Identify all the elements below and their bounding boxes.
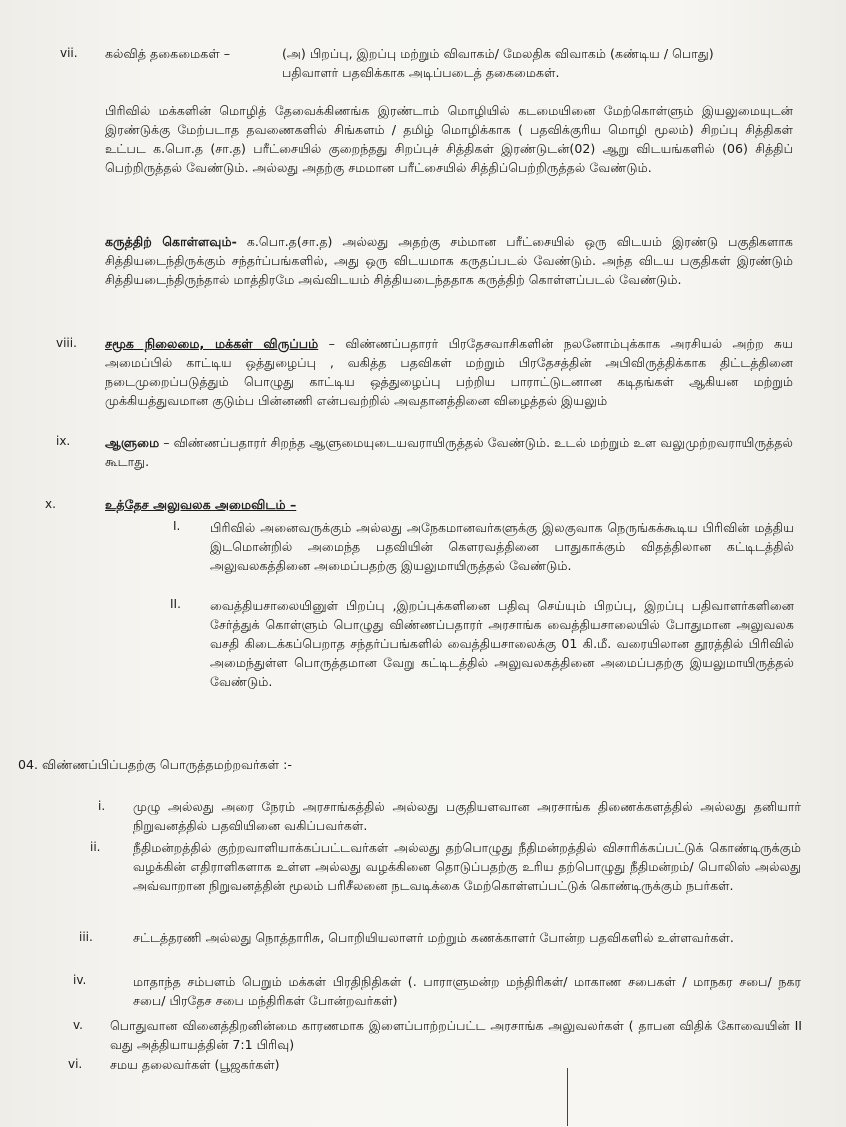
section-text: – விண்ணப்பதாரர் சிறந்த ஆளுமையுடையவராயிருத்தல் வேண்டும். உடல் மற்றும் உள வலுமுற்றவராயிருத்தல் கூடாது. [105, 435, 793, 469]
item-number: i. [98, 799, 106, 813]
list-item: சட்டத்தரணி அல்லது நொத்தாரிசு, பொறியியலாளர் மற்றும் கணக்காளர் போன்ற பதவிகளில் உள்ளவர்கள். [133, 930, 734, 945]
section-number: ix. [56, 434, 71, 448]
list-item: சமய தலைவர்கள் (பூஜகர்கள்) [110, 1057, 280, 1072]
list-item: பொதுவான வினைத்திறனின்மை காரணமாக இளைப்பாற்றப்பட்ட அரசாங்க அலுவலர்கள் ( தாபன விதிக் கோவையின் II வது அத்தியாயத்தின் 7:1 பிரிவு) [110, 1018, 802, 1052]
section-heading: ஆளுமை [105, 435, 160, 450]
note-paragraph [105, 232, 793, 289]
paragraph [105, 433, 793, 471]
section-heading: உத்தேச அலுவலக அமைவிடம் – [105, 497, 297, 512]
section-heading: கல்வித் தகைமைகள் – [105, 46, 230, 61]
item-number: vi. [68, 1057, 83, 1071]
section-heading: 04. விண்ணப்பிப்பதற்கு பொருத்தமற்றவர்கள் :- [18, 757, 292, 772]
qualification-title [282, 44, 792, 82]
list-item: நீதிமன்றத்தில் குற்றவாளியாக்கப்பட்டவர்கள் அல்லது தற்பொழுது நீதிமன்றத்தில் விசாரிக்கப்பட்டுக் கொண்டிருக்கும் வழக்கின் எதிராளிகளாக உள்ள அல்லது வழக்கினை தொடுப்பதற்கு உரிய தற்பொழுது நீதிமன்றம்/ பொலிஸ் அல்லது அவ்வாறான நிறுவனத்தின் மூலம் பரிசீலனை நடவடிக்கை மேற்கொள்ளப்பட்டுக் கொண்டிருக்கும் நபர்கள். [133, 840, 801, 893]
item-number: v. [73, 1018, 83, 1032]
item-number: ii. [90, 840, 101, 854]
list-item: முழு அல்லது அரை நேரம் அரசாங்கத்தில் அல்லது பகுதியளவான அரசாங்க திணைக்களத்தில் அல்லது தனியார் நிறுவனத்தில் பதவியினை வகிப்பவர்கள். [133, 799, 801, 833]
list-item: மாதாந்த சம்பளம் பெறும் மக்கள் பிரதிநிதிகள் (. பாராளுமன்ற மந்திரிகள்/ மாகாண சபைகள் / மாநகர சபை/ நகர சபை/ பிரதேச சபை மந்திரிகள் போன்றவர்கள்) [133, 974, 801, 1008]
paragraph [105, 334, 793, 410]
section-number: vii. [60, 46, 78, 60]
list-item: பிரிவில் அனைவருக்கும் அல்லது அநேகமானவர்களுக்கு இலகுவாக நெருங்கக்கூடிய பிரிவின் மத்திய இடமொன்றில் அமைந்த பதவியின் கௌரவத்தினை பாதுகாக்கும் விதத்திலான கட்டிடத்தில் அலுவலகத்தினை அமைப்பதற்கு இயலுமாயிருத்தல் வேண்டும். [210, 520, 794, 573]
list-item: வைத்தியசாலையினுள் பிறப்பு ,இறப்புக்களினை பதிவு செய்யும் பிறப்பு, இறப்பு பதிவாளர்களினை சேர்த்துக் கொள்ளும் பொழுது விண்ணப்பதாரர் அரசாங்க வைத்தியசாலையில் போதுமான அலுவலக வசதி கிடைக்கப்பெறாத சந்தர்ப்பங்களில் வைத்தியசாலைக்கு 01 கி.மீ. வரையிலான தூரத்தில் பிரிவில் அமைந்துள்ள பொருத்தமான வேறு கட்டிடத்தில் அலுவலகத்தினை அமைப்பதற்கு இயலுமாயிருத்தல் வேண்டும். [210, 598, 794, 689]
note-text: க.பொ.த(சா.த) அல்லது அதற்கு சம்மான பரீட்சையில் ஒரு விடயம் இரண்டு பகுதிகளாக சித்தியடைந்திருக்கும் சந்தர்ப்பங்களில், அது ஒரு விடயமாக கருதப்படல் வேண்டும். அந்த விடய பகுதிகள் இரண்டும் சித்தியடைந்திருந்தால் மாத்திரமே அவ்விடயம் சித்தியடைந்ததாக கருத்திற் கொள்ளப்படல் வேண்டும். [105, 234, 793, 287]
note-label: கருத்திற் கொள்ளவும்- [105, 234, 237, 249]
item-number: I. [173, 519, 181, 533]
item-number: iv. [73, 973, 87, 987]
qualification-line: பதிவாளர் பதவிக்காக அடிப்படைத் தகைமைகள். [282, 65, 560, 80]
section-text: – விண்ணப்பதாரர் பிரதேசவாசிகளின் நலனோம்புக்காக அரசியல் அற்ற சுய அமைப்பில் காட்டிய ஒத்துழைப்பு , வகித்த பதவிகள் மற்றும் பிரதேசத்தின் அபிவிருத்திக்காக திட்டத்தினை நடைமுறைப்படுத்தும் பொழுது காட்டிய ஒத்துழைப்பு பற்றிய பாராட்டுடனான கடிதங்கள் ஆகியன மற்றும் முக்கியத்துவமான குடும்ப பின்னணி என்பவற்றில் அவதானத்தினை விழைத்தல் இயலும் [105, 336, 794, 408]
qualification-line: (அ) பிறப்பு, இறப்பு மற்றும் விவாகம்/ மேலதிக விவாகம் (கண்டிய / பொது) [282, 46, 714, 61]
paragraph: பிரிவில் மக்களின் மொழித் தேவைக்கிணங்க இரண்டாம் மொழியில் கடமையினை மேற்கொள்ளும் இயலுமையுடன் இரண்டுக்கு மேற்படாத தவணைகளில் சிங்களம் / தமிழ் மொழிக்காக ( பதவிக்குரிய மொழி மூலம்) சிறப்பு சித்திகள் உட்பட க.பொ.த (சா.த) பரீட்சையில் குறைந்தது சிறப்புச் சித்திகள் இரண்டுடன்(02) ஆறு விடயங்களில் (06) சித்திப் பெற்றிருத்தல் வேண்டும். அல்லது அதற்கு சமமான பரீட்சையில் சித்திப்பெற்றிருத்தல் வேண்டும். [105, 103, 793, 175]
item-number: II. [170, 597, 181, 611]
section-number: viii. [56, 336, 77, 350]
item-number: iii. [79, 930, 93, 944]
section-number: x. [45, 497, 56, 511]
scan-artifact-line [567, 1068, 568, 1126]
section-heading: சமூக நிலைமை, மக்கள் விருப்பம் [105, 336, 319, 351]
